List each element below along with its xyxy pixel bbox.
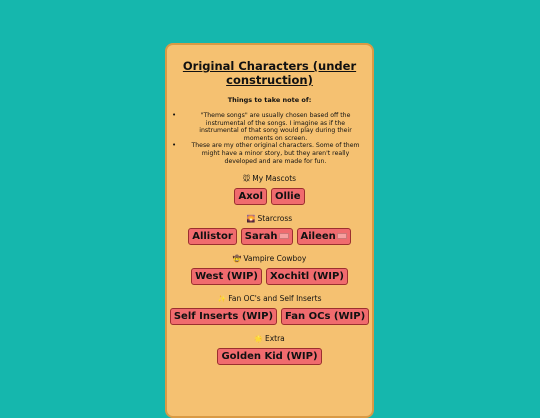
- section-heading-fan-ocs: [167, 294, 372, 303]
- section-title: My Mascots: [252, 174, 297, 184]
- landscape-icon: 🌄: [246, 214, 256, 223]
- section-title: Extra: [264, 334, 285, 344]
- star-icon: 🌟: [254, 334, 263, 343]
- sparkles-icon: ✨: [217, 294, 227, 303]
- flag-icon: [337, 233, 347, 239]
- note-item: • "Theme songs" are usually chosen based off the instrumental of the songs. I imagine as if the instrumental of that song would play during their moments on screen.: [189, 112, 362, 142]
- section-title: Starcross: [257, 214, 293, 224]
- vampire-cowboy-buttons: [167, 268, 372, 285]
- section-heading-mascots: [167, 174, 372, 183]
- extra-buttons: [167, 348, 372, 365]
- notes-subtitle: Things to take note of:: [227, 96, 312, 104]
- cowboy-icon: 🤠: [232, 254, 242, 263]
- mascots-buttons: [167, 188, 372, 205]
- section-title: Vampire Cowboy: [243, 254, 307, 264]
- button-label: Aileen: [300, 231, 336, 243]
- notes-list: [167, 112, 372, 165]
- allistor-button[interactable]: [188, 228, 237, 245]
- button-label: Sarah: [244, 231, 278, 243]
- sarah-button[interactable]: [241, 228, 293, 245]
- button-label: Allistor: [192, 231, 233, 243]
- self-inserts-button[interactable]: Self Inserts (WIP): [170, 308, 277, 325]
- golden-kid-button[interactable]: Golden Kid (WIP): [217, 348, 321, 365]
- note-item: • These are my other original characters. Some of them might have a minor story, but they aren't really developed and are made for fun.: [189, 142, 362, 165]
- starcross-buttons: [167, 228, 372, 245]
- oc-card: [165, 43, 374, 418]
- section-title: Fan OC's and Self Inserts: [228, 294, 322, 304]
- fan-ocs-button[interactable]: Fan OCs (WIP): [281, 308, 369, 325]
- xochitl-button[interactable]: Xochitl (WIP): [266, 268, 348, 285]
- ollie-button[interactable]: Ollie: [271, 188, 305, 205]
- axol-button[interactable]: Axol: [234, 188, 267, 205]
- section-heading-starcross: [167, 214, 372, 223]
- west-button[interactable]: West (WIP): [191, 268, 262, 285]
- mouse-icon: 🐭: [242, 174, 251, 183]
- section-heading-vampire-cowboy: [167, 254, 372, 263]
- flag-icon: [279, 233, 289, 239]
- aileen-button[interactable]: [297, 228, 351, 245]
- fan-ocs-buttons: [167, 308, 372, 325]
- page-title: Original Characters (under construction): [182, 59, 357, 87]
- section-heading-extra: [167, 334, 372, 343]
